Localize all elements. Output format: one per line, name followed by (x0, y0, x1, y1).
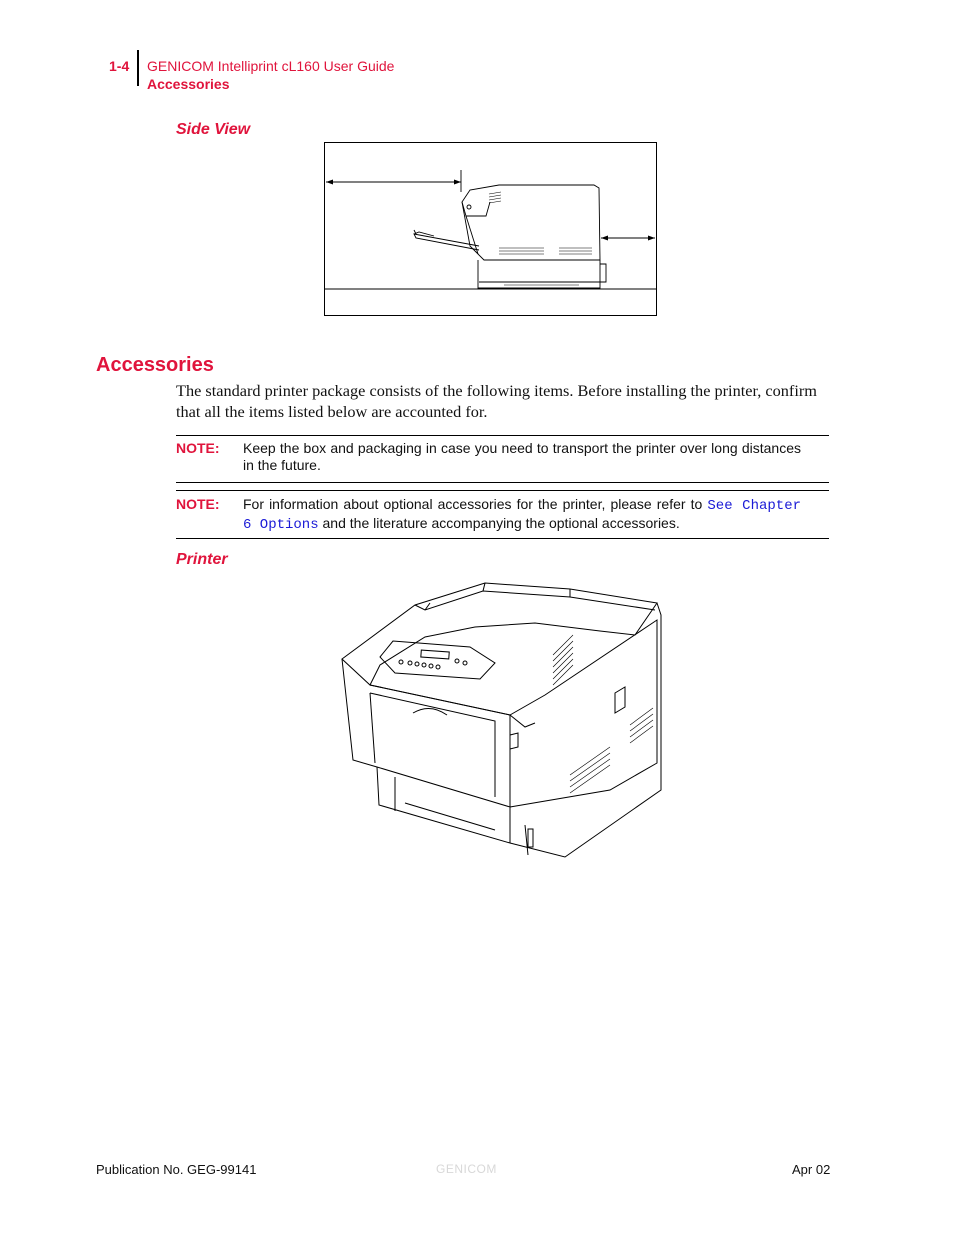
chapter-6-options-link[interactable]: See Chapter 6 Options (243, 498, 801, 533)
header-section: Accessories (147, 76, 230, 92)
note-divider (176, 538, 829, 539)
note-text (243, 496, 801, 534)
footer-brand: GENICOM (436, 1162, 497, 1176)
note-text-before: For information about optional accessories for the printer, please refer to (243, 496, 708, 512)
note-text: Keep the box and packaging in case you need to transport the printer over long distances in the future. (243, 440, 801, 473)
side-view-label: Side View (176, 121, 251, 138)
note-label: NOTE: (176, 440, 220, 456)
header-divider (137, 50, 139, 86)
note-divider (176, 490, 829, 491)
printer-illustration (335, 575, 670, 865)
publication-date: Apr 02 (792, 1162, 831, 1177)
note-divider (176, 482, 829, 483)
note-label: NOTE: (176, 496, 220, 512)
page-number: 1-4 (109, 58, 130, 74)
publication-number: Publication No. GEG-99141 (96, 1162, 257, 1177)
note-divider (176, 435, 829, 436)
guide-title: GENICOM Intelliprint cL160 User Guide (147, 58, 395, 74)
intro-paragraph: The standard printer package consists of the following items. Before installing the printer, confirm that all the items listed below are accounted for. (176, 381, 817, 421)
accessories-heading: Accessories (96, 354, 214, 376)
side-view-diagram (324, 142, 657, 316)
note-text-after: and the literature accompanying the optional accessories. (318, 515, 680, 531)
printer-label: Printer (176, 551, 228, 568)
